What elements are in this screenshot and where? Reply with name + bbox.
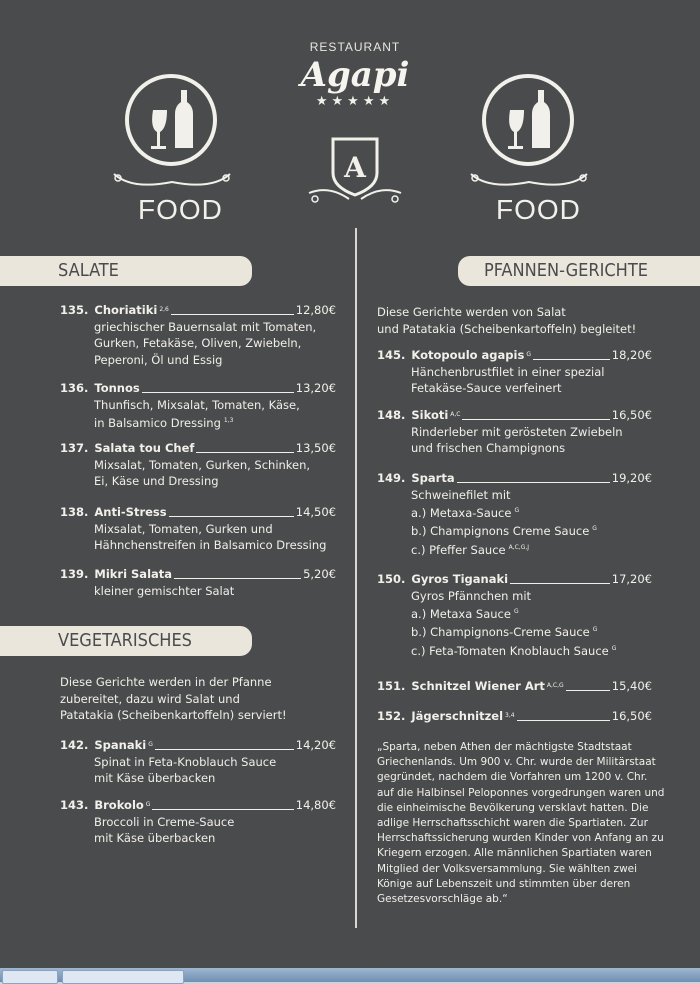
item-name: Sikoti [411,408,449,422]
description-text: b.) Champignons-Creme Sauce [411,625,590,640]
item-number: 142. [60,738,89,752]
item-description-line [60,521,336,538]
restaurant-name: Agapi [300,55,410,95]
menu-item-head [60,566,336,583]
restaurant-label: RESTAURANT [309,40,401,54]
allergen-codes: A,C,G [546,682,564,689]
description-text: Mixsalat, Tomaten, Gurken, Schinken, [94,457,311,472]
right-ornament-icon [467,168,591,190]
item-description-line [377,424,652,441]
menu-item-head [377,571,652,588]
description-text: c.) Pfeffer Sauce [411,542,506,557]
description-text: Gurken, Fetakäse, Oliven, Zwiebeln, [94,336,302,350]
price-leader-line [171,314,294,315]
menu-item-head [60,302,336,319]
item-price: 12,80€ [295,303,336,317]
description-text: c.) Feta-Tomaten Knoblauch Sauce [411,643,609,658]
price-leader-line [174,578,301,579]
item-number: 138. [60,505,89,519]
allergen-codes: G [611,644,617,652]
description-text: Schweinefilet mit [411,487,511,502]
menu-item [60,797,336,847]
section-banner-salate: SALATE [0,256,252,286]
item-number: 150. [377,572,406,586]
item-price: 5,20€ [303,567,336,581]
menu-item [377,347,652,397]
description-text: a.) Metaxa Sauce [411,606,511,621]
item-name: Brokolo [94,798,144,812]
left-food-label: FOOD [138,194,223,225]
menu-item [60,380,336,431]
star-rating: ★★★★★ [315,94,395,109]
price-leader-line [462,419,609,420]
item-price: 15,40€ [611,679,652,693]
item-price: 14,20€ [295,738,336,752]
price-leader-line [169,516,294,517]
item-number: 151. [377,679,406,693]
menu-item-head [377,470,652,487]
section-banner-pfannen: PFANNEN-GERICHTE [458,256,700,286]
menu-item [377,678,652,695]
allergen-codes: A,C,G,J [508,543,530,551]
item-name: Jägerschnitzel [411,709,504,723]
item-description-line [60,754,336,771]
description-text: mit Käse überbacken [94,831,216,845]
sparta-story: „Sparta, neben Athen der mächtigste Stadtstaat Griechenlands. Um 900 v. Chr. wurde der Militärstaat gegründet, nachdem die Vorfahren um 1200 v. Chr. auf die Halbinsel Peloponnes vorgedrungen waren und die einheimische Bevölkerung versklavt hatten. Die adlige Herrschaftsschicht waren die Spartiaten. Zur Herrschaftssicherung wurden Kinder von Anfang an zu Kriegern erzogen. Alle männlichen Spartiaten waren Mitglied der Volksversammlung. Sie wählten zwei Könige auf Lebenszeit und stimmten über deren Gesetzesvorschläge ab.“ [377,741,665,906]
menu-item [377,470,652,558]
description-text: und frischen Champignons [411,441,566,455]
item-price: 18,20€ [611,348,652,362]
menu-item-head [377,407,652,424]
item-number: 152. [377,709,406,723]
allergen-codes: G [148,741,153,748]
item-description-line [377,521,652,539]
item-description-line [377,540,652,558]
description-text: b.) Champignons Creme Sauce [411,524,590,539]
item-name: Anti-Stress [94,505,167,519]
menu-item-head [60,380,336,397]
item-price: 14,80€ [295,798,336,812]
intro-line: Diese Gerichte werden von Salat [377,305,566,319]
menu-item [60,302,336,368]
item-number: 136. [60,381,89,395]
item-description-line [60,473,336,490]
item-description-line [60,397,336,414]
item-price: 16,50€ [611,709,652,723]
item-name: Schnitzel Wiener Art [411,679,545,693]
item-price: 19,20€ [611,471,652,485]
description-text: Hänchenbrustfilet in einer spezial [411,364,605,379]
item-description-line [60,352,336,369]
description-text: in Balsamico Dressing [94,415,221,430]
description-text: griechischer Bauernsalat mit Tomaten, [94,319,317,334]
price-leader-line [510,583,610,584]
item-number: 139. [60,567,89,581]
item-description-line [377,487,652,504]
price-leader-line [533,359,610,360]
description-text: Broccoli in Creme-Sauce [94,814,235,829]
item-name: Kotopoulo agapis [411,348,525,362]
menu-item-head [377,708,652,725]
shield-letter: A [344,151,366,184]
price-leader-line [196,452,293,453]
menu-item [377,407,652,457]
item-description-line [377,503,652,521]
price-leader-line [566,690,610,691]
allergen-codes: G [592,525,597,533]
allergen-codes: G [526,351,531,358]
item-number: 145. [377,348,406,362]
description-text: Peperoni, Öl und Essig [94,352,223,367]
item-name: Mikri Salata [94,567,173,581]
price-leader-line [517,720,610,721]
intro-line: Patatakia (Scheibenkartoffeln) serviert! [60,708,287,722]
wine-glass-bottle-icon [123,72,219,168]
description-text: mit Käse überbacken [94,771,216,785]
item-description-line [60,830,336,847]
description-text: a.) Metaxa-Sauce [411,505,512,520]
item-name: Choriatiki [94,303,158,317]
item-description-line [60,335,336,352]
item-price: 16,50€ [611,408,652,422]
intro-line: Diese Gerichte werden in der Pfanne [60,675,272,689]
item-description-line [60,814,336,831]
shield-emblem-icon [305,135,405,215]
allergen-codes: G [145,801,151,808]
item-name: Spanaki [94,738,147,752]
item-name: Salata tou Chef [94,441,195,455]
item-description-line [377,622,652,640]
item-number: 135. [60,303,89,317]
item-description-line [377,440,652,457]
description-text: Ei, Käse und Dressing [94,474,219,488]
allergen-codes: A,C [450,411,461,418]
restaurant-brand [280,40,430,109]
item-name: Sparta [411,471,455,485]
allergen-codes: 3,4 [505,712,515,719]
item-description-line [377,364,652,381]
price-leader-line [142,392,294,393]
vegetarisches-intro [60,674,340,724]
item-number: 143. [60,798,89,812]
item-name: Tonnos [94,381,140,395]
price-leader-line [152,809,293,810]
item-description-line [377,380,652,397]
column-divider [355,228,357,928]
item-description-line [60,413,336,431]
item-price: 13,50€ [295,441,336,455]
description-text: Rinderleber mit gerösteten Zwiebeln [411,424,623,439]
item-description-line [377,604,652,622]
allergen-codes: 2,6 [159,306,169,313]
item-number: 137. [60,441,89,455]
item-description-line [60,583,336,600]
item-description-line [60,457,336,474]
item-description-line [377,588,652,605]
allergen-codes: G [592,626,598,634]
description-text: Gyros Pfännchen mit [411,588,532,603]
menu-item [377,571,652,659]
right-food-label: FOOD [496,194,581,225]
item-description-line [377,641,652,659]
price-leader-line [155,749,294,750]
item-price: 14,50€ [295,505,336,519]
section-banner-vegetarisches: VEGETARISCHES [0,626,252,656]
description-text: Fetakäse-Sauce verfeinert [411,381,562,395]
allergen-codes: G [514,507,520,514]
menu-item [377,708,652,725]
description-text: Mixsalat, Tomaten, Gurken und [94,521,273,536]
description-text: Hähnchenstreifen in Balsamico Dressing [94,538,327,552]
taskbar [0,968,700,982]
item-description-line [60,319,336,336]
menu-item-head [60,797,336,814]
menu-item [60,566,336,599]
item-price: 17,20€ [611,572,652,586]
description-text: Spinat in Feta-Knoblauch Sauce [94,754,277,769]
menu-item-head [377,678,652,695]
item-description-line [60,537,336,554]
allergen-codes: G [513,608,519,615]
item-description-line [60,770,336,787]
description-text: kleiner gemischter Salat [94,583,235,598]
pfannen-intro [377,304,677,337]
menu-item-head [377,347,652,364]
item-number: 149. [377,471,406,485]
menu-item-head [60,504,336,521]
menu-item [60,440,336,490]
intro-line: zubereitet, dazu wird Salat und [60,691,240,706]
description-text: Thunfisch, Mixsalat, Tomaten, Käse, [94,397,300,412]
item-price: 13,20€ [295,381,336,395]
menu-item-head [60,440,336,457]
intro-line: und Patatakia (Scheibenkartoffeln) begleitet! [377,321,637,336]
wine-glass-bottle-icon [480,72,576,168]
price-leader-line [457,482,610,483]
item-number: 148. [377,408,406,422]
menu-item [60,504,336,554]
allergen-codes: 1,3 [223,417,234,424]
menu-item [60,737,336,787]
left-ornament-icon [110,168,234,190]
menu-item-head [60,737,336,754]
item-name: Gyros Tiganaki [411,572,509,586]
